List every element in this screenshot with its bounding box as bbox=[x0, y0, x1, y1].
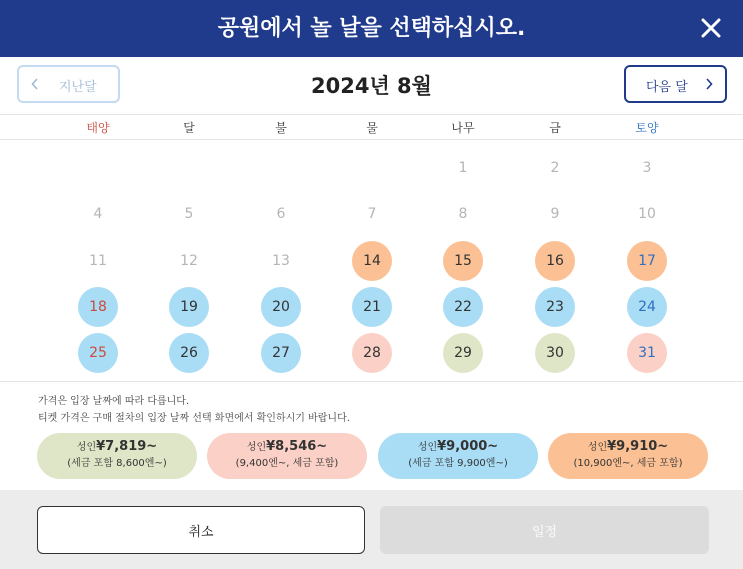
calendar-day-6: 6 bbox=[276, 206, 286, 222]
calendar-day-20[interactable]: 20 bbox=[261, 287, 301, 327]
calendar-day-21[interactable]: 21 bbox=[352, 287, 392, 327]
calendar-day-16[interactable]: 16 bbox=[535, 241, 575, 281]
weekday-label: 물 bbox=[366, 121, 378, 135]
price-tier bbox=[37, 433, 197, 479]
price-tier bbox=[548, 433, 708, 479]
calendar-day-30[interactable]: 30 bbox=[535, 333, 575, 373]
divider bbox=[0, 381, 743, 382]
price-tier-label: 성인 bbox=[246, 442, 267, 453]
weekday-label: 태양 bbox=[86, 121, 110, 135]
calendar-day-26[interactable]: 26 bbox=[169, 333, 209, 373]
calendar-day-5: 5 bbox=[184, 206, 194, 222]
price-tier bbox=[378, 433, 538, 479]
weekday-label: 나무 bbox=[451, 121, 475, 135]
price-tier-price: ¥9,000~ bbox=[437, 439, 499, 454]
weekday-label: 토양 bbox=[635, 121, 659, 135]
calendar-day-13: 13 bbox=[272, 253, 290, 269]
calendar-day-7: 7 bbox=[367, 206, 377, 222]
dialog-header bbox=[0, 0, 743, 57]
calendar-day-4: 4 bbox=[93, 206, 103, 222]
weekday-label: 불 bbox=[275, 121, 287, 135]
calendar-day-2: 2 bbox=[550, 160, 560, 176]
calendar-day-9: 9 bbox=[550, 206, 560, 222]
calendar-day-17[interactable]: 17 bbox=[627, 241, 667, 281]
calendar-day-8: 8 bbox=[458, 206, 468, 222]
weekday-label: 금 bbox=[549, 121, 561, 135]
price-check-note: 티켓 가격은 구매 절차의 입장 날짜 선택 화면에서 확인하시기 바랍니다. bbox=[38, 413, 350, 424]
close-icon[interactable] bbox=[699, 16, 723, 40]
month-title: 2024년 8월 bbox=[311, 74, 432, 98]
calendar-day-28[interactable]: 28 bbox=[352, 333, 392, 373]
calendar-day-24[interactable]: 24 bbox=[627, 287, 667, 327]
next-month-label: 다음 달 bbox=[646, 80, 688, 95]
chevron-right-icon bbox=[705, 78, 713, 90]
price-tier-price-line bbox=[548, 438, 708, 456]
confirm-button[interactable]: 일정 bbox=[380, 506, 709, 554]
dialog-title: 공원에서 놀 날을 선택하십시오. bbox=[217, 16, 526, 41]
price-tier-price: ¥9,910~ bbox=[607, 439, 669, 454]
price-tier-price-line bbox=[37, 438, 197, 456]
price-tier-price-line bbox=[378, 438, 538, 456]
calendar-day-15[interactable]: 15 bbox=[443, 241, 483, 281]
calendar-day-10: 10 bbox=[638, 206, 656, 222]
price-tier-price-line bbox=[207, 438, 367, 456]
price-tier-label: 성인 bbox=[417, 442, 438, 453]
calendar-day-25[interactable]: 25 bbox=[78, 333, 118, 373]
calendar-day-18[interactable]: 18 bbox=[78, 287, 118, 327]
next-month-button[interactable] bbox=[624, 65, 727, 103]
price-tier-price: ¥8,546~ bbox=[266, 439, 328, 454]
weekday-header bbox=[0, 114, 743, 140]
calendar-day-11: 11 bbox=[89, 253, 107, 269]
calendar-day-31[interactable]: 31 bbox=[627, 333, 667, 373]
calendar-day-12: 12 bbox=[180, 253, 198, 269]
price-legend bbox=[0, 433, 743, 479]
calendar-day-22[interactable]: 22 bbox=[443, 287, 483, 327]
price-note: 가격은 입장 날짜에 따라 다릅니다. bbox=[38, 396, 190, 407]
price-tier-label: 성인 bbox=[76, 442, 97, 453]
price-tier-price: ¥7,819~ bbox=[96, 439, 158, 454]
calendar-day-27[interactable]: 27 bbox=[261, 333, 301, 373]
calendar-day-3: 3 bbox=[642, 160, 652, 176]
price-tier-detail: (9,400엔~, 세금 포함) bbox=[235, 458, 339, 469]
month-navigation bbox=[0, 57, 743, 114]
calendar-day-19[interactable]: 19 bbox=[169, 287, 209, 327]
calendar-day-29[interactable]: 29 bbox=[443, 333, 483, 373]
price-tier-detail: (10,900엔~, 세금 포함) bbox=[573, 458, 683, 469]
calendar-day-14[interactable]: 14 bbox=[352, 241, 392, 281]
calendar-day-23[interactable]: 23 bbox=[535, 287, 575, 327]
price-tier-detail: (세금 포함 8,600엔~) bbox=[67, 458, 167, 469]
cancel-button[interactable]: 취소 bbox=[37, 506, 365, 554]
price-tier-detail: (세금 포함 9,900엔~) bbox=[408, 458, 508, 469]
calendar-day-1: 1 bbox=[458, 160, 468, 176]
previous-month-label: 지난달 bbox=[59, 80, 97, 95]
calendar-grid bbox=[0, 140, 743, 381]
dialog-footer bbox=[0, 490, 743, 569]
weekday-label: 달 bbox=[183, 121, 195, 135]
price-tier bbox=[207, 433, 367, 479]
price-tier-label: 성인 bbox=[587, 442, 608, 453]
